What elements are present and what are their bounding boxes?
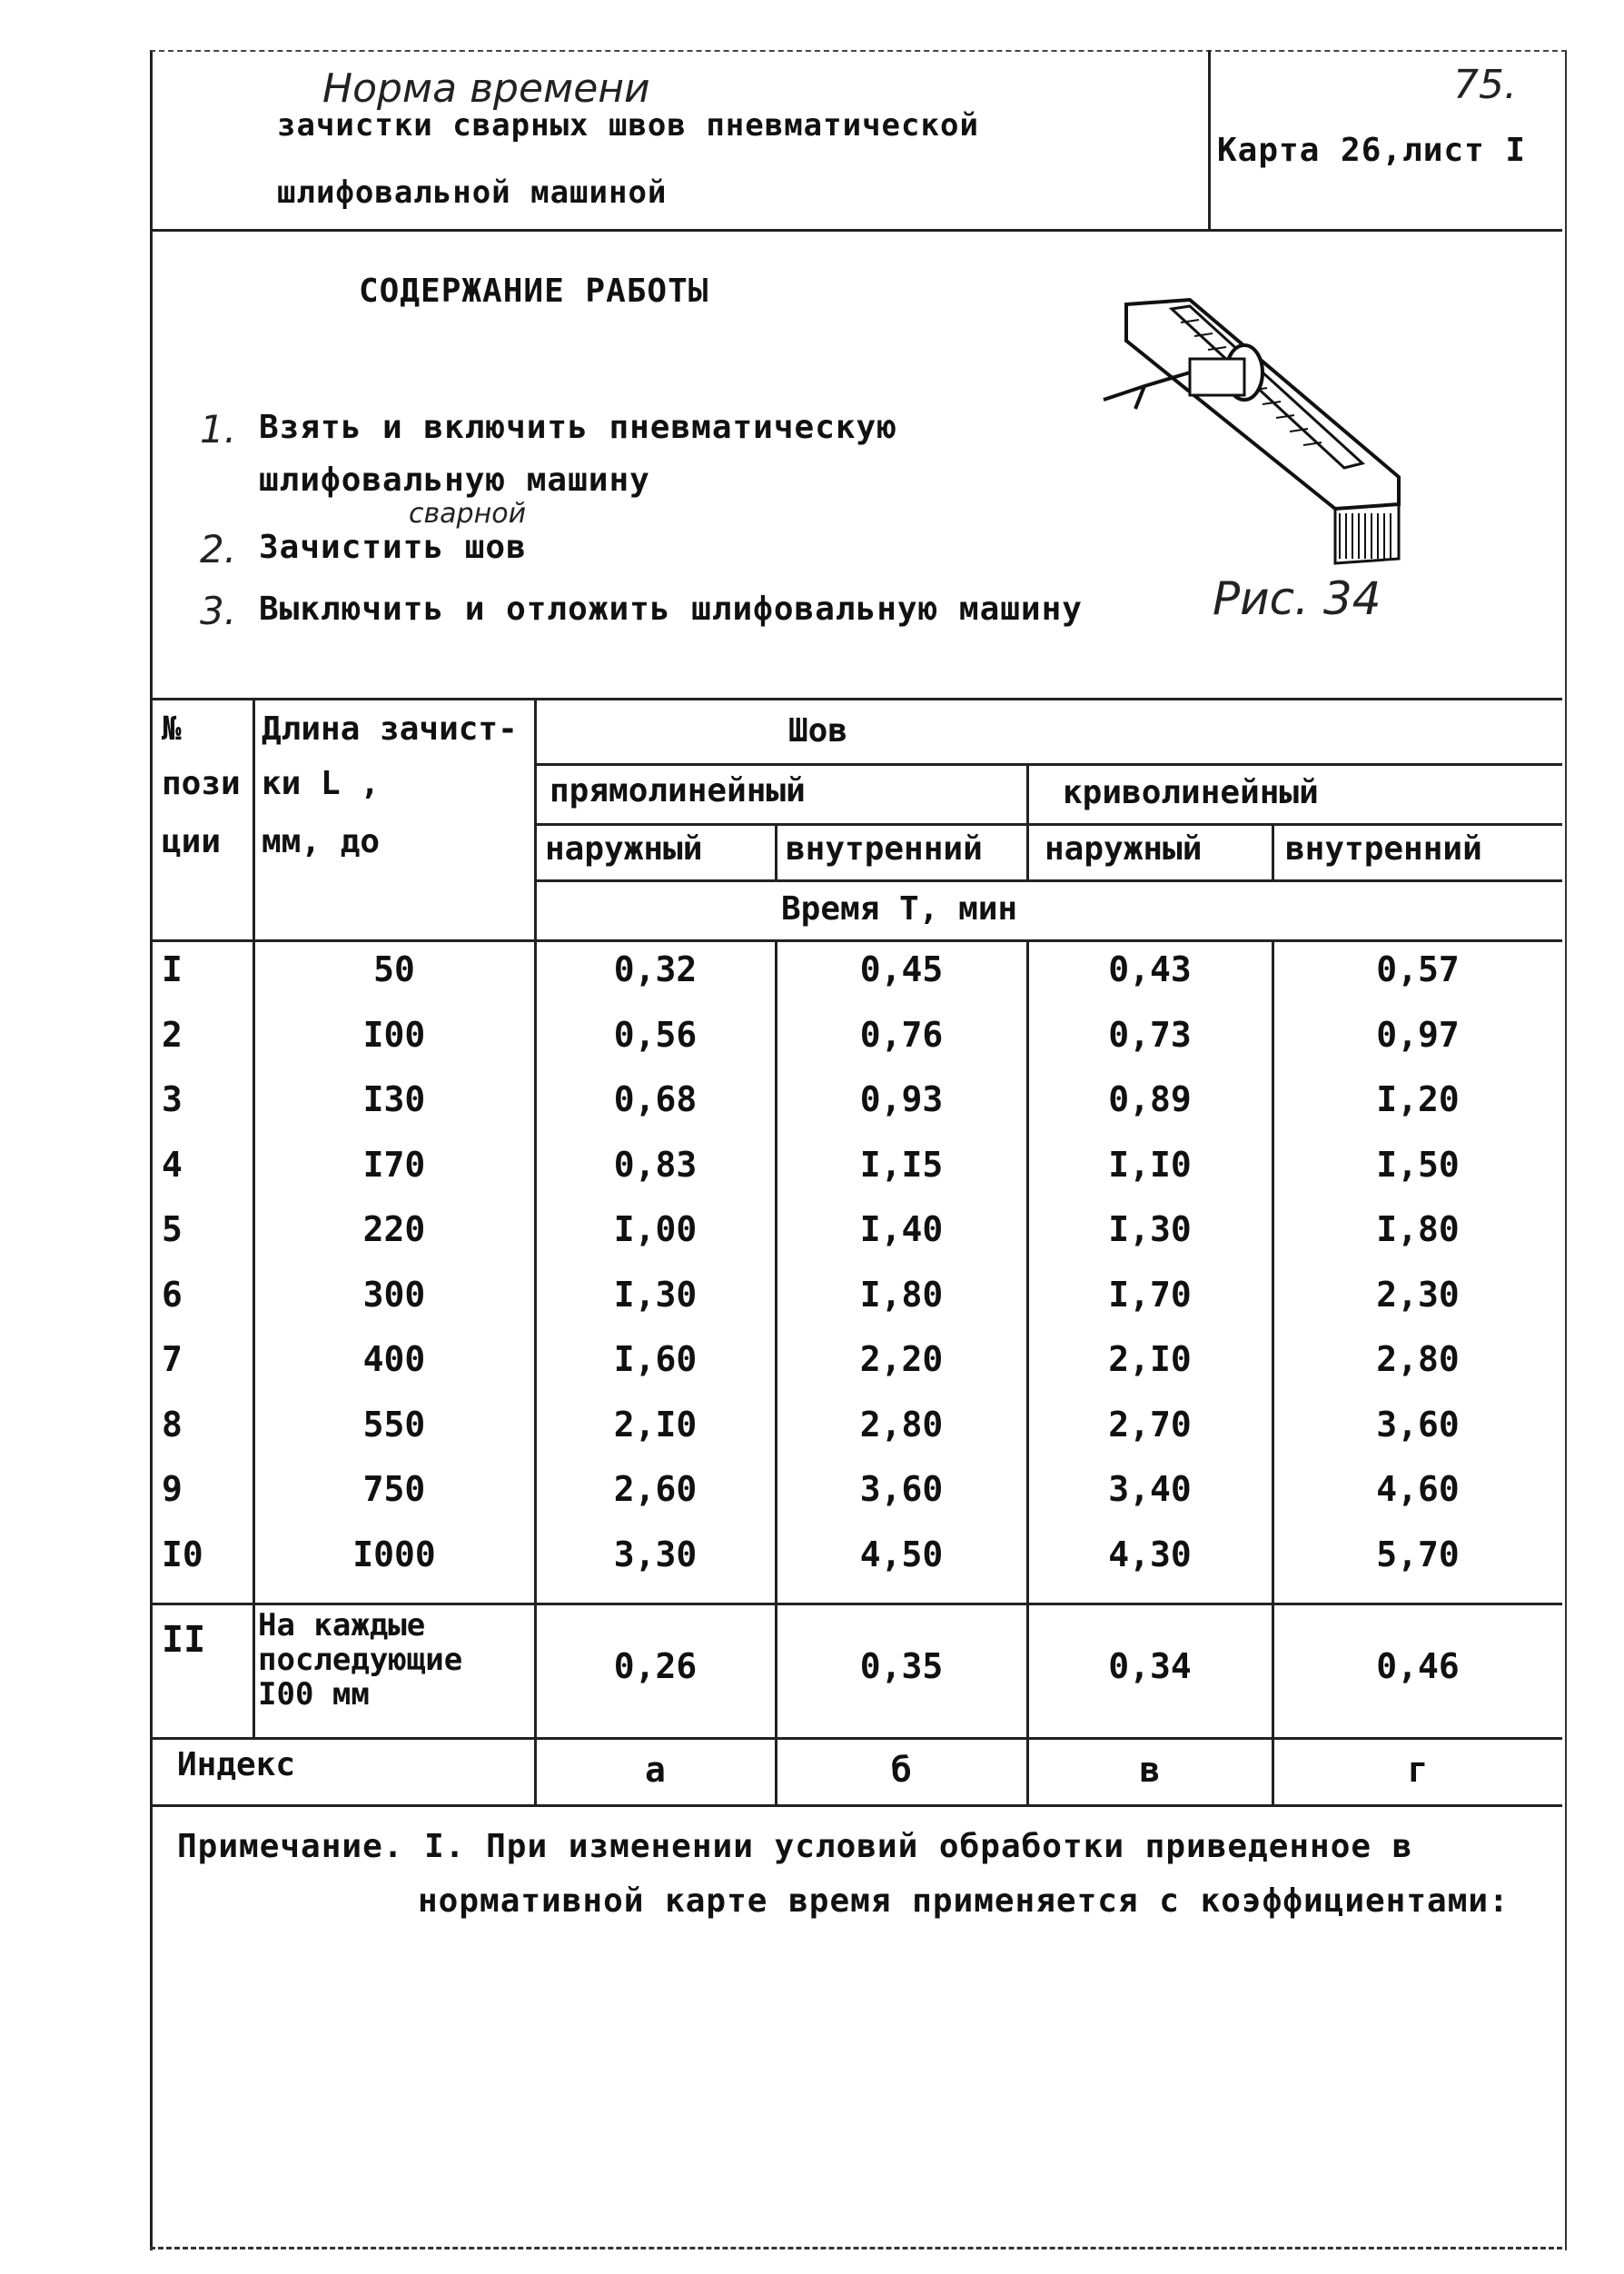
header-straight: прямолинейный — [550, 772, 806, 809]
header-vertical-divider — [1208, 50, 1211, 229]
cell-d: 0,57 — [1376, 949, 1460, 989]
cell-len: 300 — [362, 1274, 426, 1315]
figure-label: Рис. 34 — [1213, 572, 1381, 625]
cell-a: I,00 — [613, 1209, 698, 1249]
card-reference: Карта 26,лист I — [1217, 132, 1527, 169]
cell-pos: 4 — [162, 1144, 183, 1185]
header-inner-1: внутренний — [786, 830, 983, 868]
table-line-inner-outer — [536, 823, 1562, 826]
cell-pos: 7 — [162, 1339, 183, 1379]
step-1-text: Взять и включить пневматическую — [259, 409, 897, 446]
header-length-3: мм, до — [262, 823, 381, 860]
step-1-text-cont: шлифовальную машину — [259, 462, 650, 499]
cell-b: I,80 — [859, 1274, 944, 1315]
title-line-2: шлифовальной машиной — [277, 174, 668, 211]
step-2-number: 2. — [200, 527, 237, 571]
extra-row-length-1: На каждые — [258, 1607, 426, 1643]
cell-len: I70 — [362, 1144, 426, 1185]
cell-a: 0,32 — [613, 949, 698, 989]
table-line-time-top — [536, 879, 1562, 882]
cell-len: 220 — [362, 1209, 426, 1249]
header-pos-2: пози — [162, 765, 241, 802]
cell-b: 4,50 — [859, 1534, 944, 1574]
cell-d: I,50 — [1376, 1144, 1460, 1185]
extra-row-d: 0,46 — [1376, 1646, 1460, 1686]
extra-row-length — [258, 1608, 462, 1712]
cell-pos: 9 — [162, 1469, 183, 1509]
cell-c: I,I0 — [1108, 1144, 1192, 1185]
header-length-2: ки L , — [262, 765, 381, 802]
extra-row-b: 0,35 — [859, 1646, 944, 1686]
step-2-insert: сварной — [409, 498, 527, 530]
cell-d: 2,80 — [1376, 1339, 1460, 1379]
table-line-index-top — [150, 1737, 1562, 1740]
cell-pos: I0 — [162, 1534, 203, 1574]
index-label: Индекс — [177, 1746, 296, 1783]
cell-a: 2,60 — [613, 1469, 698, 1509]
step-3-number: 3. — [200, 589, 237, 633]
cell-b: 0,93 — [859, 1079, 944, 1119]
grinding-machine-figure — [1090, 286, 1417, 568]
cell-c: 4,30 — [1108, 1534, 1192, 1574]
index-b: б — [891, 1750, 912, 1790]
header-curved: криволинейный — [1063, 774, 1319, 811]
title-line-1: зачистки сварных швов пневматической — [277, 107, 979, 144]
cell-pos: 8 — [162, 1404, 183, 1445]
extra-row-length-2: последующие — [258, 1642, 463, 1678]
header-outer-1: наружный — [545, 830, 703, 868]
table-line-extra-row-top — [150, 1603, 1562, 1605]
header-pos-3: ции — [162, 823, 222, 860]
table-col-divider-3-top — [775, 823, 777, 879]
cell-d: 3,60 — [1376, 1404, 1460, 1445]
note-line-1: Примечание. I. При изменении условий обработки приведенное в — [177, 1828, 1413, 1865]
extra-row-pos: II — [162, 1619, 206, 1661]
header-inner-2: внутренний — [1285, 830, 1482, 868]
cell-d: 5,70 — [1376, 1534, 1460, 1574]
table-col-divider-4-top — [1026, 763, 1029, 879]
cell-a: 0,68 — [613, 1079, 698, 1119]
cell-b: I,40 — [859, 1209, 944, 1249]
cell-pos: I — [162, 949, 183, 989]
cell-d: I,20 — [1376, 1079, 1460, 1119]
header-divider — [150, 229, 1562, 232]
index-d: г — [1407, 1750, 1429, 1790]
step-2-text: Зачистить шов — [259, 529, 527, 566]
handwritten-title: Норма времени — [322, 65, 650, 112]
cell-pos: 3 — [162, 1079, 183, 1119]
extra-row-a: 0,26 — [613, 1646, 698, 1686]
cell-c: 0,89 — [1108, 1079, 1192, 1119]
cell-c: I,30 — [1108, 1209, 1192, 1249]
header-outer-2: наружный — [1045, 830, 1203, 868]
table-line-data-top — [150, 939, 1562, 942]
cell-pos: 2 — [162, 1014, 183, 1055]
table-line-straight-curved — [536, 763, 1562, 766]
table-top-border — [150, 698, 1562, 700]
cell-pos: 5 — [162, 1209, 183, 1249]
header-time: Время Т, мин — [781, 890, 1018, 928]
table-col-divider-5-top — [1272, 823, 1274, 879]
step-1-number: 1. — [200, 407, 237, 452]
cell-len: I00 — [362, 1014, 426, 1055]
cell-b: I,I5 — [859, 1144, 944, 1185]
cell-c: 2,I0 — [1108, 1339, 1192, 1379]
cell-len: 550 — [362, 1404, 426, 1445]
cell-b: 2,20 — [859, 1339, 944, 1379]
note-line-2: нормативной карте время применяется с коэффициентами: — [418, 1882, 1510, 1920]
header-length-1: Длина зачист- — [262, 710, 518, 748]
step-3-text: Выключить и отложить шлифовальную машину — [259, 591, 1083, 628]
cell-a: 2,I0 — [613, 1404, 698, 1445]
cell-b: 3,60 — [859, 1469, 944, 1509]
cell-len: 750 — [362, 1469, 426, 1509]
work-heading: СОДЕРЖАНИЕ РАБОТЫ — [359, 273, 709, 310]
cell-c: I,70 — [1108, 1274, 1192, 1315]
table-bottom-border — [150, 1804, 1562, 1807]
cell-a: 0,83 — [613, 1144, 698, 1185]
extra-row-c: 0,34 — [1108, 1646, 1192, 1686]
index-a: а — [645, 1750, 666, 1790]
cell-c: 2,70 — [1108, 1404, 1192, 1445]
cell-d: 0,97 — [1376, 1014, 1460, 1055]
header-pos-1: № — [162, 710, 182, 748]
cell-a: I,60 — [613, 1339, 698, 1379]
table-col-divider-2 — [534, 698, 537, 1804]
cell-len: 400 — [362, 1339, 426, 1379]
cell-c: 0,43 — [1108, 949, 1192, 989]
cell-d: 2,30 — [1376, 1274, 1460, 1315]
cell-a: I,30 — [613, 1274, 698, 1315]
cell-len: I000 — [352, 1534, 436, 1574]
cell-b: 0,76 — [859, 1014, 944, 1055]
cell-c: 3,40 — [1108, 1469, 1192, 1509]
cell-len: 50 — [373, 949, 415, 989]
cell-d: I,80 — [1376, 1209, 1460, 1249]
cell-pos: 6 — [162, 1274, 183, 1315]
cell-a: 0,56 — [613, 1014, 698, 1055]
cell-b: 2,80 — [859, 1404, 944, 1445]
cell-b: 0,45 — [859, 949, 944, 989]
header-seam: Шов — [788, 712, 848, 750]
extra-row-length-3: I00 мм — [258, 1676, 370, 1713]
cell-len: I30 — [362, 1079, 426, 1119]
cell-a: 3,30 — [613, 1534, 698, 1574]
cell-d: 4,60 — [1376, 1469, 1460, 1509]
page-bottom-border — [150, 2247, 1562, 2249]
page-number: 75. — [1453, 62, 1517, 108]
cell-c: 0,73 — [1108, 1014, 1192, 1055]
index-c: в — [1139, 1750, 1161, 1790]
